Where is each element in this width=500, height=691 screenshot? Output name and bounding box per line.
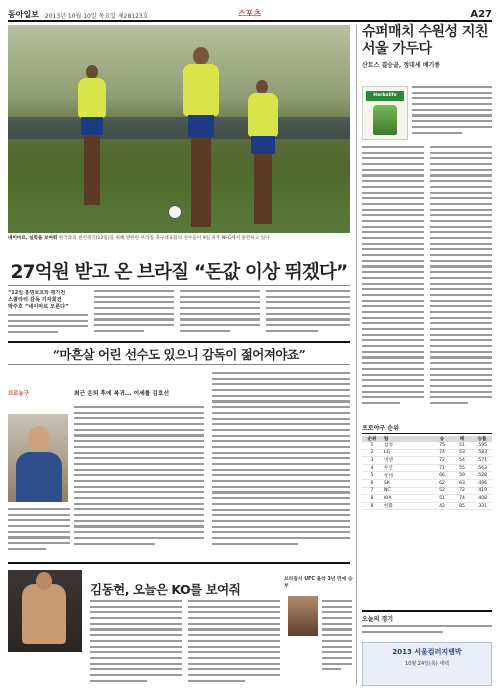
table-cell: 72 (459, 488, 465, 494)
article-column (90, 600, 182, 686)
ad-logo: Herbalife (366, 91, 404, 101)
page-number: A27 (470, 9, 492, 20)
table-cell: 74 (459, 495, 465, 501)
soccer-ball (168, 205, 182, 219)
main-headline: 27억원 받고 온 브라질 “돈값 이상 뛰겠다” (10, 262, 348, 283)
table-cell: 8 (370, 495, 374, 501)
table-cell: .528 (476, 473, 488, 479)
article-column (362, 146, 424, 416)
column-header: 팀 (384, 437, 389, 442)
today-games (362, 610, 492, 636)
interview-kicker: 프로농구 (8, 391, 29, 397)
article-column (212, 372, 350, 556)
column-header: 패 (459, 437, 465, 442)
table-cell: 6 (370, 480, 374, 486)
table-cell: 9 (370, 503, 374, 509)
interview-photo (8, 414, 68, 502)
column-header: 순위 (367, 437, 377, 442)
table-cell: 63 (459, 480, 465, 486)
table-cell: 71 (439, 465, 445, 471)
caption-lead: 네이마르, 실력을 보여줘 (8, 236, 58, 241)
caption-body: 한국과의 친선경기(12일)를 위해 방한한 브라질 축구대표팀의 선수들이 9일 파주 NFC에서 훈련하고 있다. (58, 236, 272, 241)
table-cell: SK (384, 480, 390, 486)
ad-subtitle: 10월 24일(목) 세텍 (405, 661, 449, 667)
table-cell: 55 (459, 465, 465, 471)
masthead (8, 6, 492, 22)
table-cell: 53 (459, 450, 465, 456)
issue-date: 2013년 10월 10일 목요일 제28123호 (44, 13, 149, 20)
fight-headline: 김동현, 오늘은 KO를 보여줘 (90, 582, 241, 597)
table-cell: NC (384, 488, 391, 494)
article-column (322, 600, 352, 686)
article-column (180, 290, 260, 338)
fight-deck: 브라질서 UFC 올라 3년 만에 승부 (284, 577, 353, 589)
photo-caption (8, 236, 350, 242)
fighter-inset-photo (288, 596, 318, 636)
table-cell: 74 (439, 450, 445, 456)
table-cell: .595 (476, 442, 488, 448)
table-cell: 4 (370, 465, 374, 471)
article-column (8, 508, 70, 558)
article-column (430, 146, 492, 416)
section-divider (8, 341, 350, 343)
table-cell: .563 (476, 465, 488, 471)
table-row (362, 450, 492, 458)
table-cell: 51 (439, 495, 445, 501)
table-cell: 삼성 (384, 443, 393, 449)
table-cell: 1 (370, 442, 374, 448)
table-cell: .583 (476, 450, 488, 456)
table-cell: 3 (370, 457, 374, 463)
table-cell: .331 (476, 503, 488, 509)
table-cell: .571 (476, 457, 488, 463)
column-header: 승 (439, 437, 445, 442)
table-row (362, 472, 492, 480)
fighter-photo (8, 570, 82, 652)
table-cell: 72 (439, 457, 445, 463)
table-cell: 롯데 (384, 473, 393, 479)
table-cell: 42 (439, 503, 445, 509)
table-cell: 넥센 (384, 458, 393, 464)
interview-title: 최근 은퇴 후에 복귀... 이세를 김호선 (74, 391, 170, 397)
standings-table (362, 423, 492, 510)
table-cell: 한화 (384, 504, 393, 510)
table-cell: 7 (370, 488, 374, 494)
divider (8, 364, 350, 365)
article-column (8, 290, 88, 338)
section-divider (8, 562, 350, 564)
ad-title: 2013 서울컬러지램박 (392, 648, 462, 656)
table-cell: .496 (476, 480, 488, 486)
subhead-2: 박주호 “네이마르 모른다” (8, 304, 69, 310)
section-label: 스포츠 (238, 9, 262, 18)
table-header (362, 436, 492, 442)
table-title: 프로야구 순위 (362, 423, 492, 434)
article-column (266, 290, 350, 338)
table-cell: 85 (459, 503, 465, 509)
stadium-stand (8, 117, 350, 139)
table-cell: 5 (370, 473, 374, 479)
event-ad[interactable] (362, 642, 492, 686)
table-row (362, 495, 492, 503)
today-title: 오늘의 경기 (362, 610, 492, 623)
table-cell: 75 (439, 442, 445, 448)
article-column (94, 290, 174, 338)
table-cell: KIA (384, 495, 392, 501)
product-image (373, 105, 397, 135)
table-cell: 59 (459, 473, 465, 479)
column-divider (356, 25, 357, 685)
table-cell: 62 (439, 480, 445, 486)
table-cell: 51 (459, 442, 465, 448)
byline: “12일 홍명보호와 평가전 (8, 290, 66, 296)
table-cell: 두산 (384, 466, 393, 472)
divider (8, 285, 350, 286)
column-header: 승률 (477, 437, 487, 442)
sidebar-deck: 산토스 결승골, 정대세 배기종 (362, 62, 441, 69)
herbalife-ad (362, 86, 408, 140)
paper-name: 동아일보 (8, 9, 39, 19)
table-row (362, 480, 492, 488)
table-row (362, 442, 492, 450)
subhead: 스콜라리 감독 기자회견 (8, 297, 62, 303)
table-body (362, 442, 492, 510)
table-row (362, 465, 492, 473)
table-cell: 54 (459, 457, 465, 463)
table-cell: 66 (439, 473, 445, 479)
sidebar-headline: 슈퍼매치 수원성 지친 서울 가두다 (362, 24, 488, 57)
table-cell: 2 (370, 450, 374, 456)
table-cell: LG (384, 450, 391, 456)
article-column (188, 600, 280, 686)
quote-headline: “마흔살 어린 선수도 있으니 감독이 젊어져야죠” (52, 347, 306, 362)
article-column (412, 86, 492, 142)
table-cell: .408 (476, 495, 488, 501)
table-cell: 52 (439, 488, 445, 494)
article-column (74, 406, 204, 556)
table-row (362, 503, 492, 511)
table-row (362, 488, 492, 496)
table-cell: .419 (476, 488, 488, 494)
table-row (362, 457, 492, 465)
main-photo (8, 25, 350, 233)
